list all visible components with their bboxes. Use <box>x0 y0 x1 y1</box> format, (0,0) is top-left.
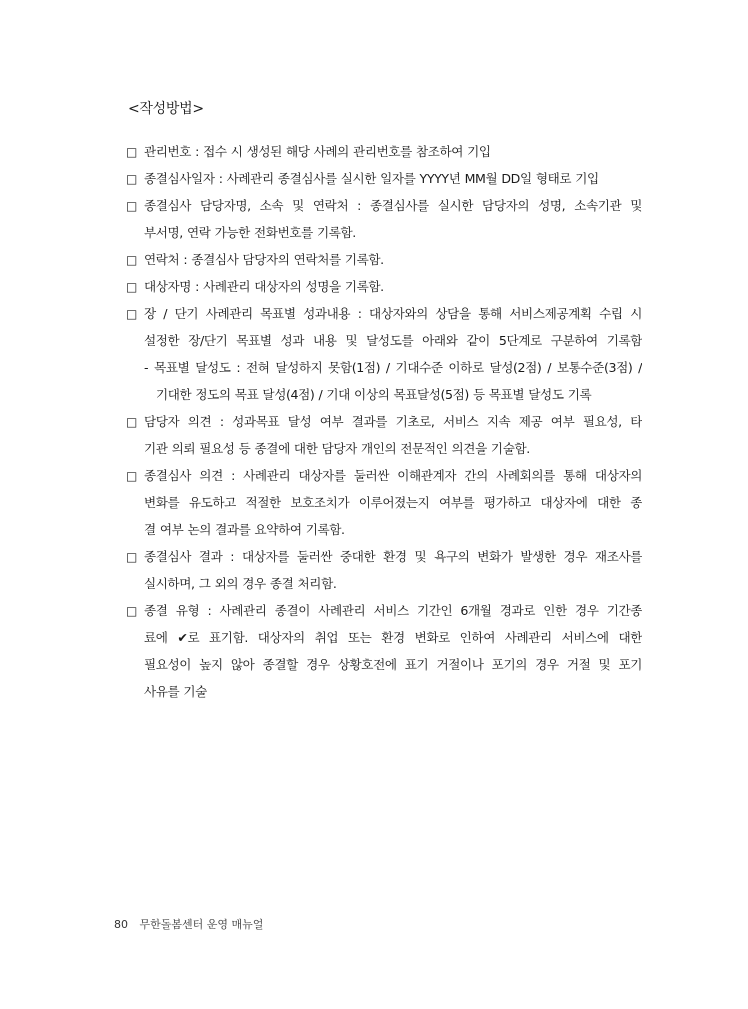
instruction-text: 관리번호 : 접수 시 생성된 해당 사례의 관리번호를 참조하여 기입 <box>144 144 491 159</box>
checkbox-bullet-icon: □ <box>126 199 137 213</box>
checkbox-bullet-icon: □ <box>126 469 137 483</box>
instruction-text: 사유를 기술 <box>144 684 207 699</box>
sub-instruction-text: 목표별 달성도 : 전혀 달성하지 못함(1점) / 기대수준 이하로 달성(2점) / 보통수준(3점) / <box>154 360 642 375</box>
checkbox-bullet-icon: □ <box>126 307 137 321</box>
instruction-text: 료에 ✔로 표기함. 대상자의 취업 또는 환경 변화로 인하여 사례관리 서비스에 대한 <box>144 630 642 645</box>
instruction-item <box>126 165 642 192</box>
instruction-text: 종결심사 담당자명, 소속 및 연락처 : 종결심사를 실시한 담당자의 성명, 소속기관 및 <box>144 198 642 213</box>
instruction-text: 설정한 장/단기 목표별 성과 내용 및 달성도를 아래와 같이 5단계로 구분하여 기록함 <box>144 333 642 348</box>
instruction-text: 결 여부 논의 결과를 요약하여 기록함. <box>144 522 345 537</box>
instruction-line-first <box>126 138 642 165</box>
checkbox-bullet-icon: □ <box>126 550 137 564</box>
instruction-line-first <box>126 273 642 300</box>
instruction-text: 실시하며, 그 외의 경우 종결 처리함. <box>144 576 337 591</box>
instruction-item <box>126 543 642 597</box>
instruction-list <box>126 138 642 705</box>
instruction-item <box>126 300 642 408</box>
instruction-line-first <box>126 165 642 192</box>
instruction-line-continued <box>126 489 642 516</box>
instruction-text: 종결심사일자 : 사례관리 종결심사를 실시한 일자를 YYYY년 MM월 DD일 형태로 기입 <box>144 171 599 186</box>
instruction-line-first <box>126 246 642 273</box>
manual-title: 무한돌봄센터 운영 매뉴얼 <box>139 918 264 931</box>
instruction-line-first <box>126 192 642 219</box>
instruction-line-continued <box>126 435 642 462</box>
instruction-item <box>126 246 642 273</box>
page-title: <작성방법> <box>128 101 204 117</box>
instruction-line-continued <box>126 624 642 651</box>
instruction-item <box>126 192 642 246</box>
instruction-line-first <box>126 300 642 327</box>
instruction-text: 종결심사 의견 : 사례관리 대상자를 둘러싼 이해관계자 간의 사례회의를 통해 대상자의 <box>144 468 642 483</box>
checkbox-bullet-icon: □ <box>126 415 137 429</box>
instruction-item <box>126 273 642 300</box>
instruction-line-first <box>126 543 642 570</box>
instruction-line-continued <box>126 327 642 354</box>
instruction-text: 종결 유형 : 사례관리 종결이 사례관리 서비스 기간인 6개월 경과로 인한 경우 기간종 <box>144 603 642 618</box>
instruction-text: 필요성이 높지 않아 종결할 경우 상황호전에 표기 거절이나 포기의 경우 거절 및 포기 <box>144 657 642 672</box>
sub-instruction-line-first <box>126 354 642 381</box>
instruction-item <box>126 597 642 705</box>
instruction-text: 기관 의뢰 필요성 등 종결에 대한 담당자 개인의 전문적인 의견을 기술함. <box>144 441 530 456</box>
sub-instruction-text: 기대한 정도의 목표 달성(4점) / 기대 이상의 목표달성(5점) 등 목표별 달성도 기록 <box>156 387 592 402</box>
instruction-line-continued <box>126 516 642 543</box>
page-footer <box>114 916 263 932</box>
checkbox-bullet-icon: □ <box>126 604 137 618</box>
instruction-text: 부서명, 연락 가능한 전화번호를 기록함. <box>144 225 356 240</box>
checkbox-bullet-icon: □ <box>126 172 137 186</box>
instruction-text: 담당자 의견 : 성과목표 달성 여부 결과를 기초로, 서비스 지속 제공 여부 필요성, 타 <box>144 414 642 429</box>
instruction-item <box>126 462 642 543</box>
checkbox-bullet-icon: □ <box>126 145 137 159</box>
sub-instruction-line-continued <box>126 381 642 408</box>
instruction-line-first <box>126 462 642 489</box>
instruction-line-continued <box>126 651 642 678</box>
instruction-text: 변화를 유도하고 적절한 보호조치가 이루어졌는지 여부를 평가하고 대상자에 대한 종 <box>144 495 642 510</box>
checkbox-bullet-icon: □ <box>126 280 137 294</box>
instruction-text: 종결심사 결과 : 대상자를 둘러싼 중대한 환경 및 욕구의 변화가 발생한 경우 재조사를 <box>144 549 642 564</box>
instruction-line-first <box>126 408 642 435</box>
instruction-line-continued <box>126 570 642 597</box>
page-number: 80 <box>114 918 128 931</box>
instruction-text: 대상자명 : 사례관리 대상자의 성명을 기록함. <box>144 279 384 294</box>
instruction-text: 장 / 단기 사례관리 목표별 성과내용 : 대상자와의 상담을 통해 서비스제공계획 수립 시 <box>144 306 642 321</box>
instruction-line-continued <box>126 219 642 246</box>
dash-bullet-icon: - <box>144 360 149 375</box>
instruction-item <box>126 408 642 462</box>
instruction-item <box>126 138 642 165</box>
instruction-line-first <box>126 597 642 624</box>
instruction-line-continued <box>126 678 642 705</box>
checkbox-bullet-icon: □ <box>126 253 137 267</box>
instruction-text: 연락처 : 종결심사 담당자의 연락처를 기록함. <box>144 252 384 267</box>
